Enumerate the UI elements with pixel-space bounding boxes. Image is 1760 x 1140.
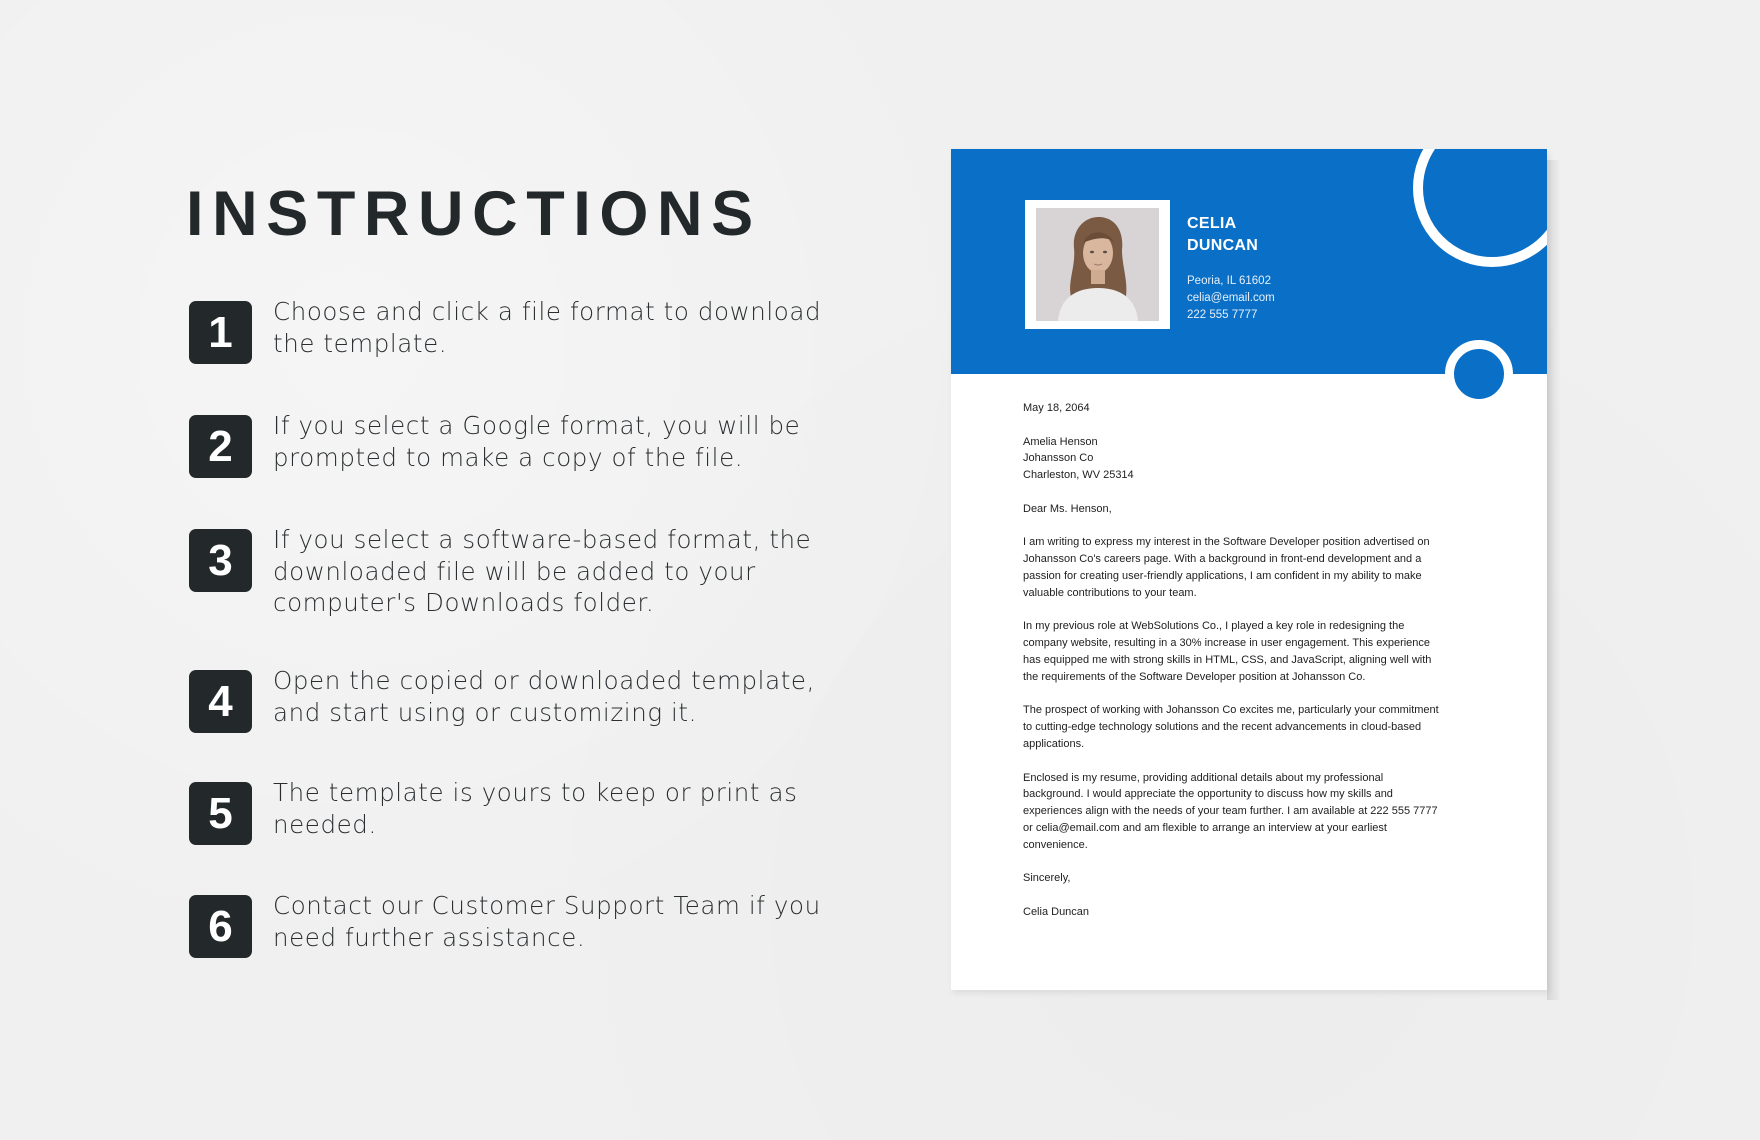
step-line: computer's Downloads folder. xyxy=(273,588,655,617)
recipient-name: Amelia Henson xyxy=(1023,435,1098,448)
step-text xyxy=(273,296,873,359)
step-line: The template is yours to keep or print as xyxy=(273,778,798,807)
paragraph-4 xyxy=(1023,770,1493,854)
letter-body xyxy=(1023,400,1493,921)
first-name: CELIA xyxy=(1187,215,1237,232)
paragraph-line: has equipped me with strong skills in HTML, CSS, and JavaScript, aligning well with xyxy=(1023,653,1432,666)
paragraph-line: experiences align with the needs of your team further. I am available at 222 555 7777 xyxy=(1023,805,1438,818)
recipient-city: Charleston, WV 25314 xyxy=(1023,469,1134,482)
step-text xyxy=(273,890,873,953)
paragraph-line: valuable contributions to your team. xyxy=(1023,586,1197,599)
letter-signature: Celia Duncan xyxy=(1023,905,1090,918)
paragraph-line: Johansson Co's careers page. With a background in front-end development and a xyxy=(1023,553,1422,566)
applicant-name xyxy=(1187,213,1258,257)
paragraph-line: In my previous role at WebSolutions Co., I played a key role in redesigning the xyxy=(1023,620,1405,633)
recipient-company: Johansson Co xyxy=(1023,452,1094,465)
paragraph-line: company website, resulting in a 30% increase in user engagement. This experience xyxy=(1023,637,1431,650)
paragraph-line: to cutting-edge technology solutions and the recent advancements in cloud-based xyxy=(1023,721,1422,734)
profile-photo-frame xyxy=(1025,200,1170,329)
step-line: the template. xyxy=(273,328,448,358)
paragraph-line: background. I would appreciate the opportunity to discuss how my skills and xyxy=(1023,788,1393,801)
paragraph-line: passion for creating user-friendly applications, I am confident in my ability to make xyxy=(1023,569,1422,582)
step-line: and start using or customizing it. xyxy=(273,697,698,727)
step-text xyxy=(273,777,873,840)
salutation: Dear Ms. Henson, xyxy=(1023,502,1112,515)
paragraph-2 xyxy=(1023,618,1493,685)
cover-letter-preview xyxy=(951,149,1547,990)
decorative-ring-icon xyxy=(1413,149,1547,267)
letter-closing: Sincerely, xyxy=(1023,872,1071,885)
letter-date: May 18, 2064 xyxy=(1023,402,1090,414)
paragraph-1 xyxy=(1023,534,1493,601)
paragraph-line: convenience. xyxy=(1023,838,1088,851)
step-number-badge: 1 xyxy=(189,301,252,364)
step-line: need further assistance. xyxy=(273,922,586,952)
person-portrait-icon xyxy=(1036,208,1159,321)
step-line: prompted to make a copy of the file. xyxy=(273,442,744,472)
step-number-badge: 2 xyxy=(189,415,252,478)
applicant-contact xyxy=(1187,273,1275,324)
paragraph-line: or celia@email.com and am flexible to arrange an interview at your earliest xyxy=(1023,821,1387,834)
letter-header xyxy=(951,149,1547,374)
step-line: If you select a Google format, you will be xyxy=(273,411,801,440)
last-name: DUNCAN xyxy=(1187,237,1259,254)
step-line: If you select a software-based format, the xyxy=(273,525,812,554)
step-text xyxy=(273,524,873,619)
step-text xyxy=(273,665,873,728)
step-line: Choose and click a file format to download xyxy=(273,297,822,326)
instructions-title: INSTRUCTIONS xyxy=(186,179,762,249)
contact-phone: 222 555 7777 xyxy=(1187,309,1258,321)
step-text xyxy=(273,410,873,473)
step-line: Contact our Customer Support Team if you xyxy=(273,891,821,920)
paragraph-line: Enclosed is my resume, providing additional details about my professional xyxy=(1023,771,1384,784)
step-number-badge: 4 xyxy=(189,670,252,733)
step-line: Open the copied or downloaded template, xyxy=(273,666,815,695)
step-line: downloaded file will be added to your xyxy=(273,556,756,586)
step-line: needed. xyxy=(273,809,377,839)
paper-shadow xyxy=(1547,160,1561,1000)
profile-photo xyxy=(1036,208,1159,321)
step-number-badge: 5 xyxy=(189,782,252,845)
contact-email: celia@email.com xyxy=(1187,292,1275,304)
paragraph-line: The prospect of working with Johansson Co excites me, particularly your commitment xyxy=(1023,704,1439,717)
step-number-badge: 6 xyxy=(189,895,252,958)
step-number-badge: 3 xyxy=(189,529,252,592)
paragraph-line: I am writing to express my interest in the Software Developer position advertised on xyxy=(1023,536,1430,549)
paragraph-line: the requirements of the Software Developer position at Johansson Co. xyxy=(1023,670,1366,683)
decorative-circle-icon xyxy=(1445,340,1513,408)
paragraph-line: applications. xyxy=(1023,737,1085,750)
contact-address: Peoria, IL 61602 xyxy=(1187,275,1271,287)
paragraph-3 xyxy=(1023,702,1493,752)
